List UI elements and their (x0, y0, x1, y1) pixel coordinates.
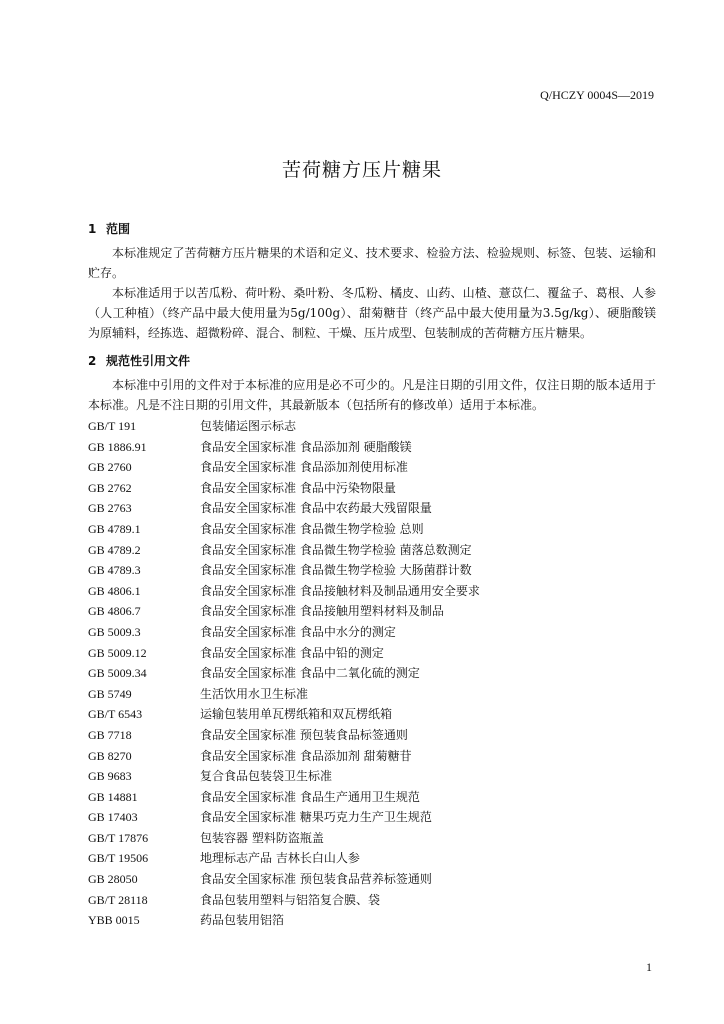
reference-row (88, 848, 656, 869)
reference-code: GB 1886.91 (88, 439, 147, 454)
reference-title: 食品安全国家标准 食品添加剂使用标准 (200, 460, 408, 475)
reference-title: 食品安全国家标准 食品微生物学检验 大肠菌群计数 (200, 563, 472, 578)
reference-code: GB 17403 (88, 810, 138, 825)
reference-title: 食品安全国家标准 糖果巧克力生产卫生规范 (200, 810, 432, 825)
reference-title: 食品包装用塑料与铝箔复合膜、袋 (200, 892, 381, 907)
reference-title: 食品安全国家标准 食品微生物学检验 总则 (200, 521, 424, 536)
reference-title: 包装储运图示标志 (200, 419, 297, 433)
reference-title: 地理标志产品 吉林长白山人参 (200, 851, 360, 866)
reference-title: 食品安全国家标准 食品添加剂 甜菊糖苷 (200, 748, 412, 763)
reference-row (88, 519, 656, 540)
reference-code: GB/T 6543 (88, 707, 143, 722)
reference-code: GB 4789.1 (88, 521, 141, 536)
reference-row (88, 684, 656, 705)
section-number: 2 (88, 354, 97, 368)
reference-row (88, 416, 656, 437)
reference-code: GB 4806.7 (88, 604, 141, 619)
standard-number: Q/HCZY 0004S—2019 (540, 88, 654, 102)
reference-row (88, 622, 656, 643)
reference-code: GB 2760 (88, 460, 132, 475)
reference-list (88, 416, 656, 931)
section-title: 范围 (106, 222, 131, 236)
reference-title: 复合食品包装袋卫生标准 (200, 769, 333, 784)
reference-row (88, 704, 656, 725)
reference-title: 食品安全国家标准 预包装食品标签通则 (200, 727, 408, 742)
reference-code: GB/T 28118 (88, 892, 148, 907)
reference-title: 食品安全国家标准 食品接触用塑料材料及制品 (200, 604, 444, 619)
reference-row (88, 746, 656, 767)
reference-title: 食品安全国家标准 食品生产通用卫生规范 (200, 789, 420, 804)
reference-row (88, 601, 656, 622)
reference-row (88, 457, 656, 478)
reference-row (88, 478, 656, 499)
reference-title: 食品安全国家标准 食品微生物学检验 菌落总数测定 (200, 542, 472, 557)
reference-title: 生活饮用水卫生标准 (200, 686, 309, 701)
reference-code: GB 5009.3 (88, 624, 141, 639)
reference-row (88, 581, 656, 602)
reference-row (88, 869, 656, 890)
reference-row (88, 560, 656, 581)
reference-row (88, 766, 656, 787)
page-number: 1 (646, 960, 652, 974)
reference-title: 食品安全国家标准 食品中污染物限量 (200, 480, 396, 495)
document-title: 苦荷糖方压片糖果 (281, 159, 442, 181)
reference-title: 食品安全国家标准 食品中水分的测定 (200, 624, 396, 639)
reference-code: GB/T 191 (88, 419, 137, 433)
reference-code: GB 8270 (88, 748, 132, 763)
reference-code: GB 4789.2 (88, 542, 141, 557)
reference-code: YBB 0015 (88, 913, 140, 928)
reference-row (88, 437, 656, 458)
reference-title: 食品安全国家标准 食品添加剂 硬脂酸镁 (200, 439, 412, 454)
reference-code: GB 9683 (88, 769, 132, 784)
reference-row (88, 807, 656, 828)
scope-paragraph-2: 本标准适用于以苦瓜粉、荷叶粉、桑叶粉、冬瓜粉、橘皮、山药、山楂、薏苡仁、覆盆子、葛根、人参（人工种植）（终产品中最大使用量为5g/100g）、甜菊糖苷（终产品中最大使用量为3.5g/kg）、硬脂酸镁为原辅料，经拣选、超微粉碎、混合、制粒、干燥、压片成型、包装制成的苦荷糖方压片糖果。 (88, 286, 656, 340)
scope-paragraph-1: 本标准规定了苦荷糖方压片糖果的术语和定义、技术要求、检验方法、检验规则、标签、包装、运输和贮存。 (88, 246, 656, 280)
reference-title: 食品安全国家标准 食品中二氧化硫的测定 (200, 666, 420, 681)
reference-code: GB 2763 (88, 501, 132, 516)
reference-code: GB 14881 (88, 789, 138, 804)
reference-row (88, 828, 656, 849)
reference-row (88, 663, 656, 684)
section-heading-scope (88, 220, 130, 237)
reference-code: GB 5009.34 (88, 666, 147, 681)
reference-title: 食品安全国家标准 食品中农药最大残留限量 (200, 501, 432, 516)
references-intro-paragraph: 本标准中引用的文件对于本标准的应用是必不可少的。凡是注日期的引用文件，仅注日期的版本适用于本标准。凡是不注日期的引用文件，其最新版本（包括所有的修改单）适用于本标准。 (88, 378, 656, 412)
reference-row (88, 498, 656, 519)
reference-row (88, 910, 656, 931)
reference-row (88, 787, 656, 808)
reference-title: 食品安全国家标准 预包装食品营养标签通则 (200, 872, 432, 887)
reference-title: 运输包装用单瓦楞纸箱和双瓦楞纸箱 (200, 707, 393, 722)
section-title: 规范性引用文件 (106, 354, 191, 368)
reference-row (88, 540, 656, 561)
reference-code: GB 2762 (88, 480, 132, 495)
reference-row (88, 725, 656, 746)
reference-title: 包装容器 塑料防盗瓶盖 (200, 830, 324, 845)
section-number: 1 (88, 222, 97, 236)
reference-code: GB 28050 (88, 872, 138, 887)
reference-code: GB 4789.3 (88, 563, 141, 578)
reference-code: GB/T 17876 (88, 830, 149, 845)
reference-title: 药品包装用铝箔 (200, 913, 285, 928)
reference-code: GB 5749 (88, 686, 132, 701)
reference-code: GB 7718 (88, 727, 132, 742)
reference-code: GB 5009.12 (88, 645, 147, 660)
reference-code: GB/T 19506 (88, 851, 149, 866)
reference-row (88, 890, 656, 911)
reference-title: 食品安全国家标准 食品接触材料及制品通用安全要求 (200, 583, 480, 598)
reference-code: GB 4806.1 (88, 583, 141, 598)
reference-title: 食品安全国家标准 食品中铅的测定 (200, 645, 384, 660)
reference-row (88, 643, 656, 664)
section-heading-normative-references (88, 352, 190, 369)
